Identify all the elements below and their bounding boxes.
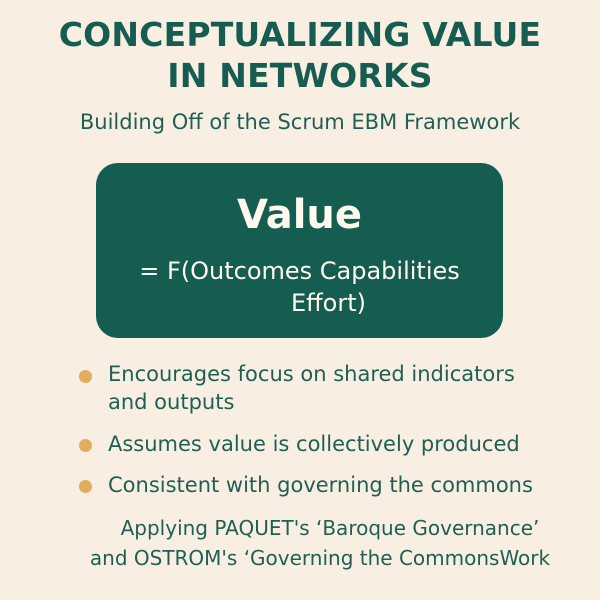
- title-line-1: CONCEPTUALIZING VALUE: [58, 15, 542, 54]
- footer-line-2: and OSTROM's ‘Governing the CommonsWork: [89, 546, 551, 570]
- footer-line-1: Applying PAQUET's ‘Baroque Governance’: [120, 516, 540, 540]
- bullet-text-line-1: Consistent with governing the commons: [108, 473, 533, 497]
- bullet-text-line-1: Encourages focus on shared indicators: [108, 362, 515, 386]
- value-formula-card: [96, 163, 503, 338]
- bullet-text-line-1: Assumes value is collectively produced: [108, 432, 520, 456]
- value-heading: Value: [236, 192, 363, 238]
- page-title: [0, 14, 600, 96]
- title-line-2: IN NETWORKS: [167, 56, 433, 95]
- formula-line-2: Effort): [290, 289, 367, 317]
- bullet-text-line-2: and outputs: [108, 390, 235, 414]
- footer-note: [0, 513, 600, 573]
- page-subtitle: Building Off of the Scrum EBM Framework: [79, 110, 521, 134]
- value-formula: [96, 255, 503, 319]
- formula-line-1: = F(Outcomes Capabilities: [139, 257, 460, 285]
- bullet-dot-icon: [79, 370, 92, 383]
- bullet-dot-icon: [79, 480, 92, 493]
- bullet-text: [108, 360, 578, 416]
- bullet-text: [108, 430, 578, 458]
- bullet-text: [108, 471, 578, 499]
- bullet-dot-icon: [79, 439, 92, 452]
